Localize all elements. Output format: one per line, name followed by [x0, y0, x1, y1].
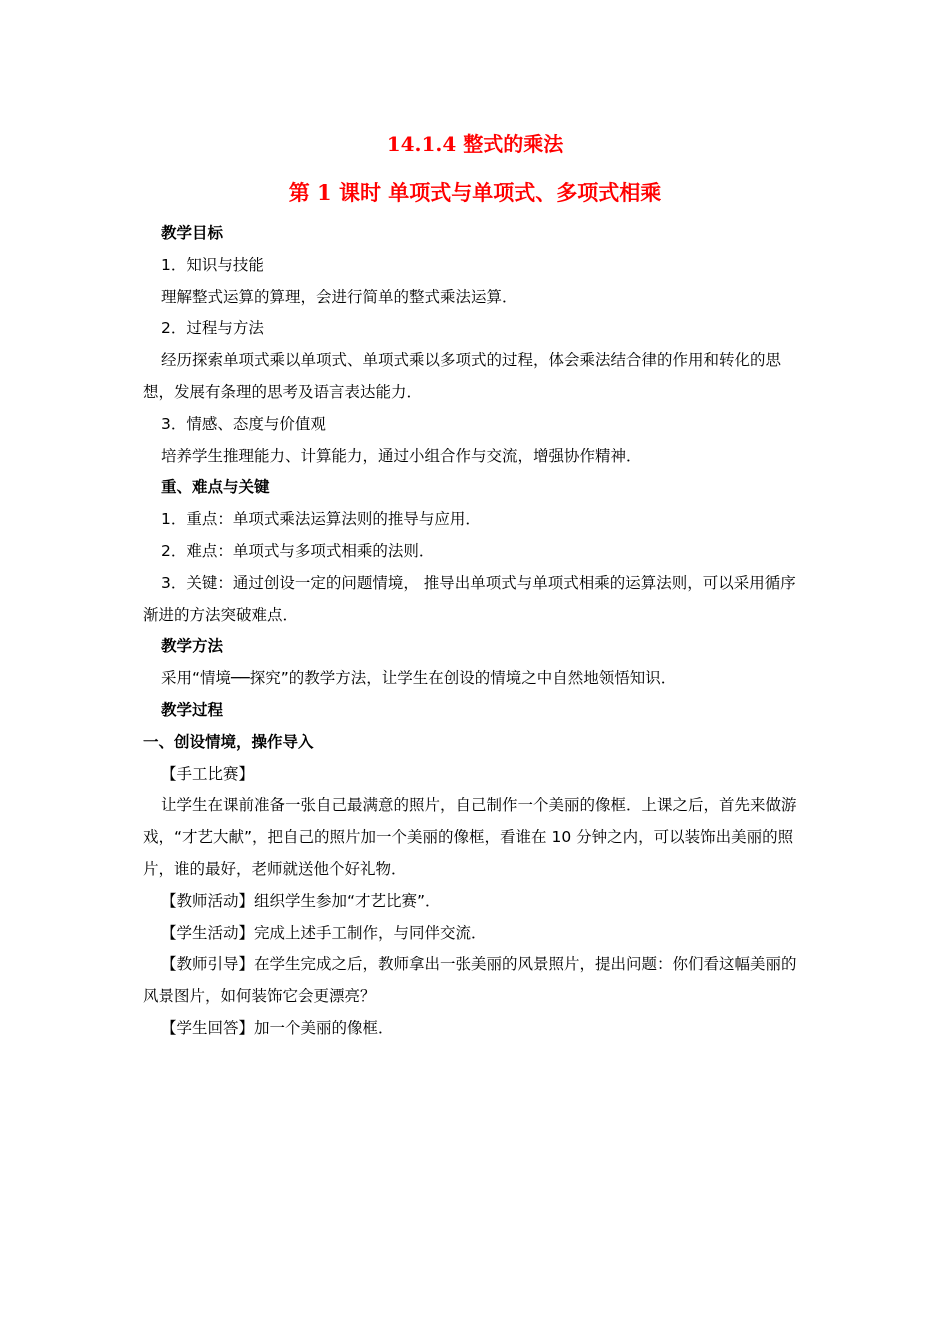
objective-2-label: 2．过程与方法	[161, 319, 264, 338]
key-point-3: 3．关键：通过创设一定的问题情境， 推导出单项式与单项式相乘的运算法则，可以采用循序渐进的方法突破难点．	[143, 573, 796, 624]
activity-text: 让学生在课前准备一张自己最满意的照片，自己制作一个美丽的像框．上课之后，首先来做游戏，“才艺大献”，把自己的照片加一个美丽的像框，看谁在 10 分钟之内，可以装饰出美丽的照片，谁的最好，老师就送他个好礼物．	[143, 796, 797, 878]
page-title: 14.1.4 整式的乘法	[386, 132, 564, 156]
part-1-heading: 一、创设情境，操作导入	[143, 732, 314, 751]
key-point-2: 2．难点：单项式与多项式相乘的法则．	[161, 541, 435, 560]
objective-1-label: 1．知识与技能	[161, 255, 264, 274]
objectives-heading: 教学目标	[161, 224, 224, 242]
key-point-1: 1．重点：单项式乘法运算法则的推导与应用．	[161, 510, 481, 529]
method-heading: 教学方法	[161, 637, 224, 656]
student-answer: 【学生回答】加一个美丽的像框．	[161, 1018, 394, 1037]
method-text: 采用“情境──探究”的教学方法，让学生在创设的情境之中自然地领悟知识．	[161, 669, 677, 688]
teacher-activity: 【教师活动】组织学生参加“才艺比赛”．	[161, 891, 441, 910]
page-subtitle: 第 1 课时 单项式与单项式、多项式相乘	[288, 180, 662, 205]
activity-title: 【手工比赛】	[161, 764, 255, 783]
teacher-guide: 【教师引导】在学生完成之后，教师拿出一张美丽的风景照片，提出问题：你们看这幅美丽的风景图片，如何装饰它会更漂亮？	[143, 955, 797, 1006]
student-activity: 【学生活动】完成上述手工制作，与同伴交流．	[161, 923, 487, 942]
key-points-heading: 重、难点与关键	[161, 478, 270, 497]
objective-2-text: 经历探索单项式乘以单项式、单项式乘以多项式的过程，体会乘法结合律的作用和转化的思想，发展有条理的思考及语言表达能力．	[143, 351, 782, 401]
objective-3-text: 培养学生推理能力、计算能力，通过小组合作与交流，增强协作精神．	[161, 446, 642, 465]
process-heading: 教学过程	[161, 700, 224, 719]
document-body	[143, 218, 811, 1045]
objective-1-text: 理解整式运算的算理，会进行简单的整式乘法运算．	[161, 287, 518, 306]
objective-3-label: 3．情感、态度与价值观	[161, 414, 326, 433]
